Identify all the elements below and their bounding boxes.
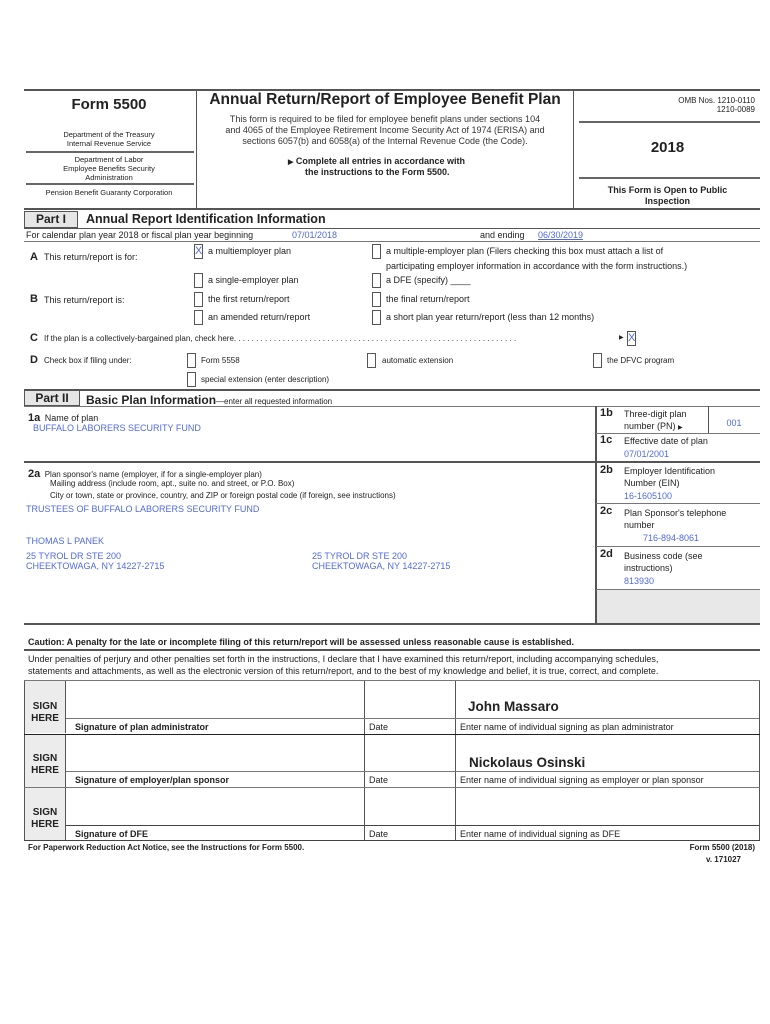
pbgc: Pension Benefit Guaranty Corporation xyxy=(45,188,173,197)
sponsor-signature-label: Signature of employer/plan sponsor xyxy=(75,775,230,785)
dept-treasury: Department of the Treasury xyxy=(63,130,155,139)
line-2d-label-2: instructions) xyxy=(624,563,673,573)
rule xyxy=(66,718,759,719)
sponsor-location-address-field[interactable] xyxy=(312,551,450,571)
line-a-letter: A xyxy=(30,251,38,263)
line-c-letter: C xyxy=(30,332,38,344)
plan-admin-name-label: Enter name of individual signing as plan administrator xyxy=(460,722,674,732)
effective-date-field[interactable]: 07/01/2001 xyxy=(624,449,670,459)
dfe-signature-field[interactable] xyxy=(67,789,363,824)
dfe-signature-label: Signature of DFE xyxy=(75,829,149,839)
calendar-label: For calendar plan year 2018 or fiscal plan year beginning xyxy=(26,230,254,240)
plan-number-field[interactable]: 001 xyxy=(726,418,742,428)
final-return-label: the final return/report xyxy=(386,294,470,304)
ebsa-line1: Employee Benefits Security xyxy=(63,164,155,173)
amended-return-checkbox[interactable] xyxy=(194,310,203,325)
omb-number-1: OMB Nos. 1210-0110 xyxy=(678,96,755,105)
dfe-checkbox[interactable] xyxy=(372,273,381,288)
single-employer-checkbox[interactable] xyxy=(194,273,203,288)
line-1b-label-2-wrap xyxy=(624,421,683,431)
rule xyxy=(66,771,759,772)
rule xyxy=(24,406,760,407)
public-inspection-2: Inspection xyxy=(644,196,690,206)
line-b-letter: B xyxy=(30,293,38,305)
date-label: Date xyxy=(369,775,389,785)
rule xyxy=(26,151,194,153)
form-5558-checkbox[interactable] xyxy=(187,353,196,368)
rule xyxy=(66,825,759,826)
date-label: Date xyxy=(369,829,389,839)
rule xyxy=(579,177,760,179)
short-year-checkbox[interactable] xyxy=(372,310,381,325)
complete-line1: ▶ Complete all entries in accordance with xyxy=(288,156,465,166)
desc-line1: This form is required to be filed for employee benefit plans under sections 104 xyxy=(229,114,541,124)
first-return-label: the first return/report xyxy=(208,294,290,304)
shaded-blank-cell xyxy=(597,590,760,623)
part-2-tag: Part II xyxy=(24,390,80,406)
perjury-line1: Under penalties of perjury and other penalties set forth in the instructions, I declare that I have examined this return/report, including accompanying schedules, xyxy=(28,654,659,664)
rule xyxy=(759,681,760,841)
address-line-1: 25 TYROL DR STE 200 xyxy=(312,551,408,561)
rule xyxy=(26,183,194,185)
single-employer-label: a single-employer plan xyxy=(208,275,299,285)
business-code-field[interactable]: 813930 xyxy=(624,576,655,586)
rule xyxy=(24,623,760,625)
first-return-checkbox[interactable] xyxy=(194,292,203,307)
plan-year-end-field[interactable]: 06/30/2019 xyxy=(538,230,584,240)
line-b-label: This return/report is: xyxy=(44,295,125,305)
rule xyxy=(24,649,760,651)
rule xyxy=(24,787,760,788)
rule xyxy=(596,503,760,504)
line-2a-label-2: Mailing address (include room, apt., suite no. and street, or P.O. Box) xyxy=(50,479,295,488)
rule xyxy=(455,681,456,841)
triangle-right-icon: ▶ xyxy=(678,425,683,431)
multiemployer-label: a multiemployer plan xyxy=(208,246,292,256)
line-2b-label-2: Number (EIN) xyxy=(624,478,680,488)
part-1-title: Annual Report Identification Information xyxy=(86,212,326,226)
line-1a-label: Name of plan xyxy=(44,413,99,423)
dfe-label-text: a DFE (specify) xyxy=(386,275,449,285)
line-2a-num: 2a xyxy=(28,468,41,480)
rule xyxy=(24,734,760,735)
rule xyxy=(596,546,760,547)
main-title: Annual Return/Report of Employee Benefit Plan xyxy=(209,91,561,108)
line-1b-label-2: number (PN) xyxy=(624,421,676,431)
ending-label: and ending xyxy=(480,230,525,240)
address-line-2: CHEEKTOWAGA, NY 14227-2715 xyxy=(312,561,451,571)
omb-number-2: 1210-0089 xyxy=(716,105,755,114)
sponsor-name-field[interactable]: TRUSTEES OF BUFFALO LABORERS SECURITY FUND xyxy=(26,504,260,514)
ebsa-line2: Administration xyxy=(85,173,133,182)
line-2c-label-1: Plan Sponsor's telephone xyxy=(624,508,727,518)
address-line-1: 25 TYROL DR STE 200 xyxy=(26,551,122,561)
irs: Internal Revenue Service xyxy=(66,139,152,148)
line-1b-num: 1b xyxy=(600,407,613,419)
header-divider-right xyxy=(573,90,574,208)
multiple-employer-label-2: participating employer information in accordance with the form instructions.) xyxy=(386,261,688,271)
sign-here-label xyxy=(25,735,66,787)
telephone-field[interactable]: 716-894-8061 xyxy=(643,533,700,543)
sign-here-label xyxy=(25,681,66,733)
rule xyxy=(579,121,760,123)
rule xyxy=(24,461,760,463)
rule xyxy=(24,228,760,229)
header-bottom-rule xyxy=(24,208,760,210)
dfe-date-field[interactable] xyxy=(365,789,454,824)
plan-admin-signature-label: Signature of plan administrator xyxy=(75,722,209,732)
amended-return-label: an amended return/report xyxy=(208,312,311,322)
part-1-tag: Part I xyxy=(24,211,78,228)
plan-name-field[interactable]: BUFFALO LABORERS SECURITY FUND xyxy=(33,423,201,433)
dept-labor: Department of Labor xyxy=(74,155,144,164)
multiemployer-checkbox[interactable]: X xyxy=(195,245,203,257)
form-id: Form 5500 (2018) xyxy=(689,843,755,852)
special-extension-label: special extension (enter description) xyxy=(201,375,330,384)
desc-line3: sections 6057(b) and 6058(a) of the Internal Revenue Code (the Code). xyxy=(242,136,528,146)
line-2b-num: 2b xyxy=(600,464,613,476)
collectively-bargained-checkbox[interactable]: X xyxy=(628,332,636,344)
complete-line2: the instructions to the Form 5500. xyxy=(305,167,450,177)
sign-text: SIGN xyxy=(32,807,58,818)
plan-admin-name-field[interactable]: John Massaro xyxy=(468,699,559,714)
form-number: Form 5500 xyxy=(71,96,147,113)
dfvc-checkbox[interactable] xyxy=(593,353,602,368)
triangle-right-icon: ▶ xyxy=(288,159,294,166)
part-2-title: Basic Plan Information xyxy=(86,393,217,407)
line-2d-num: 2d xyxy=(600,548,613,560)
dfvc-label: the DFVC program xyxy=(607,356,675,365)
rule xyxy=(24,840,760,841)
public-inspection-1: This Form is Open to Public xyxy=(607,185,728,195)
automatic-extension-checkbox[interactable] xyxy=(367,353,376,368)
sponsor-mailing-address-field[interactable] xyxy=(26,551,164,571)
perjury-line2: statements and attachments, as well as the electronic version of this return/report, and to the best of my knowledge and belief, it is true, correct, and complete. xyxy=(28,666,659,676)
line-2a-label-3: City or town, state or province, country, and ZIP or foreign postal code (if foreign, see instructions) xyxy=(50,491,396,500)
sponsor-signer-name-field[interactable]: Nickolaus Osinski xyxy=(469,755,586,770)
sign-here-label xyxy=(25,788,66,841)
sign-text: SIGN xyxy=(32,753,58,764)
rule xyxy=(596,433,760,434)
line-a-label: This return/report is for: xyxy=(44,252,138,262)
sponsor-care-of-field[interactable]: THOMAS L PANEK xyxy=(26,536,105,546)
triangle-right-icon: ▶ xyxy=(619,335,624,341)
line-2a-label-1: Plan sponsor's name (employer, if for a single-employer plan) xyxy=(44,470,262,479)
line-2b-label-1: Employer Identification xyxy=(624,466,716,476)
line-1c-num: 1c xyxy=(600,434,613,446)
dfe-name-label: Enter name of individual signing as DFE xyxy=(460,829,621,839)
line-c-label: If the plan is a collectively-bargained plan, check here. . . . . . . . . . . . . . . . . . . . . . . . . . . . . . . . . . . . . . . . . . . . . . . . . . . . . . . . . . . . . . . . xyxy=(44,334,517,343)
form-version: v. 171027 xyxy=(706,855,741,864)
here-text: HERE xyxy=(31,819,59,830)
line-2c-num: 2c xyxy=(600,505,613,517)
date-label: Date xyxy=(369,722,389,732)
automatic-extension-label: automatic extension xyxy=(382,356,454,365)
multiple-employer-checkbox[interactable] xyxy=(372,244,381,259)
sponsor-name-label: Enter name of individual signing as employer or plan sponsor xyxy=(460,775,704,785)
plan-admin-signature-field[interactable] xyxy=(67,682,363,718)
pn-divider xyxy=(708,406,709,433)
tax-year: 2018 xyxy=(650,139,685,156)
address-line-2: CHEEKTOWAGA, NY 14227-2715 xyxy=(26,561,165,571)
rule xyxy=(24,680,760,681)
ein-field[interactable]: 16-1605100 xyxy=(624,491,673,501)
dfe-specify-field[interactable]: ____ xyxy=(450,275,471,285)
line-2c-label-2: number xyxy=(624,520,655,530)
dfe-label xyxy=(386,275,471,285)
special-extension-checkbox[interactable] xyxy=(187,372,196,387)
short-year-label: a short plan year return/report (less than 12 months) xyxy=(386,312,595,322)
line-1c-label: Effective date of plan xyxy=(624,436,708,446)
sign-text: SIGN xyxy=(32,701,58,712)
line-1b-label-1: Three-digit plan xyxy=(624,409,687,419)
plan-year-begin-field[interactable]: 07/01/2018 xyxy=(292,230,338,240)
paperwork-notice: For Paperwork Reduction Act Notice, see the Instructions for Form 5500. xyxy=(28,843,305,852)
line-2d-label-1: Business code (see xyxy=(624,551,703,561)
here-text: HERE xyxy=(31,713,59,724)
part-2-subtitle: —enter all requested information xyxy=(216,397,333,406)
header-divider-left xyxy=(196,90,197,208)
form-5558-label: Form 5558 xyxy=(201,356,240,365)
caution-headline: Caution: A penalty for the late or incomplete filing of this return/report will be assessed unless reasonable cause is established. xyxy=(28,637,574,647)
final-return-checkbox[interactable] xyxy=(372,292,381,307)
rule xyxy=(24,241,760,242)
sponsor-date-field[interactable] xyxy=(365,736,454,771)
plan-admin-date-field[interactable] xyxy=(365,682,454,718)
line-d-label: Check box if filing under: xyxy=(44,356,132,365)
desc-line2: and 4065 of the Employee Retirement Income Security Act of 1974 (ERISA) and xyxy=(225,125,545,135)
sponsor-signature-field[interactable] xyxy=(67,736,363,771)
line-d-letter: D xyxy=(30,354,38,366)
here-text: HERE xyxy=(31,765,59,776)
multiple-employer-label-1: a multiple-employer plan (Filers checking this box must attach a list of xyxy=(386,246,664,256)
line-1a-num: 1a xyxy=(28,412,41,424)
